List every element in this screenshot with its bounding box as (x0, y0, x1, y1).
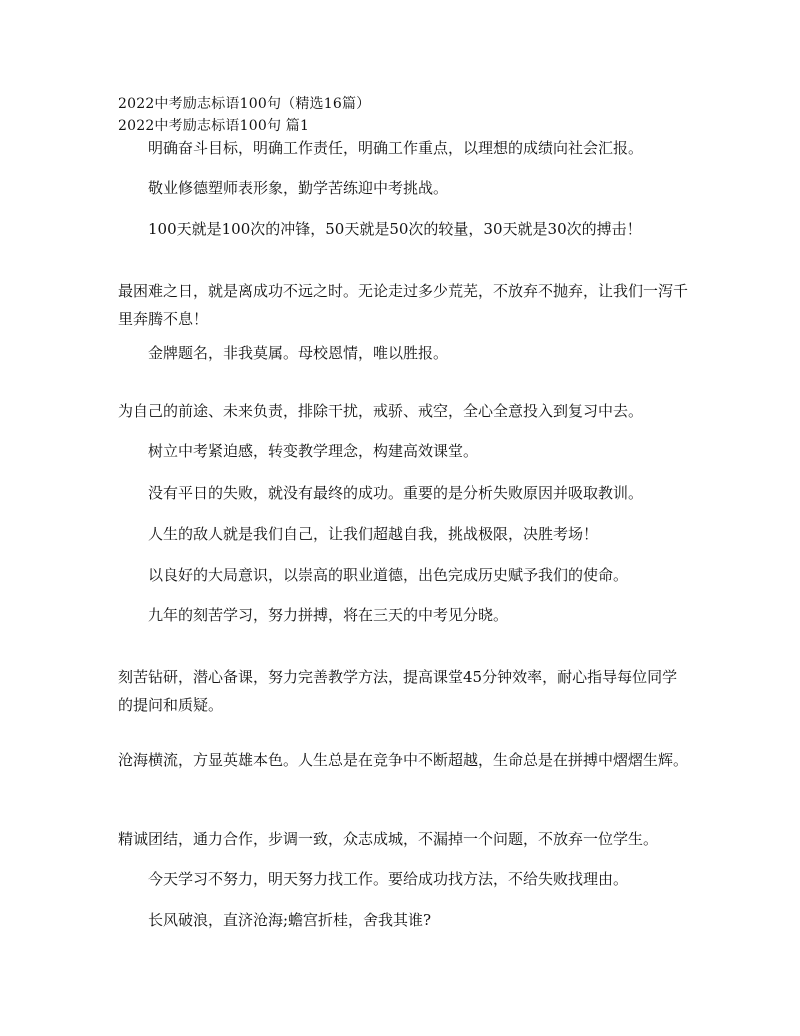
paragraph-5: 金牌题名，非我莫属。母校恩情，唯以胜报。 (148, 344, 449, 362)
paragraph-4: 最困难之日，就是离成功不远之时。无论走过多少荒芜，不放弃不抛弃，让我们一泻千里奔腾不息！ (118, 282, 689, 328)
paragraph-14: 精诚团结，通力合作，步调一致，众志成城，不漏掉一个问题，不放弃一位学生。 (118, 830, 659, 848)
paragraph-10: 以良好的大局意识，以崇高的职业道德，出色完成历史赋予我们的使命。 (148, 566, 629, 584)
paragraph-3: 100天就是100次的冲锋，50天就是50次的较量，30天就是30次的搏击！ (148, 220, 642, 238)
paragraph-11: 九年的刻苦学习，努力拼搏，将在三天的中考见分晓。 (148, 606, 509, 624)
paragraph-8: 没有平日的失败，就没有最终的成功。重要的是分析失败原因并吸取教训。 (148, 484, 644, 502)
paragraph-16: 长风破浪，直济沧海;蟾宫折桂，舍我其谁? (148, 911, 432, 929)
document-title: 2022中考励志标语100句（精选16篇） (118, 96, 371, 112)
paragraph-9: 人生的敌人就是我们自己，让我们超越自我，挑战极限，决胜考场！ (148, 525, 599, 543)
document-subtitle: 2022中考励志标语100句 篇1 (118, 118, 310, 134)
paragraph-12: 刻苦钻研，潜心备课，努力完善教学方法，提高课堂45分钟效率，耐心指导每位同学的提问和质疑。 (118, 668, 678, 714)
paragraph-2: 敬业修德塑师表形象，勤学苦练迎中考挑战。 (148, 179, 449, 197)
paragraph-13: 沧海横流，方显英雄本色。人生总是在竞争中不断超越，生命总是在拼搏中熠熠生辉。 (118, 751, 689, 769)
paragraph-6: 为自己的前途、未来负责，排除干扰，戒骄、戒空，全心全意投入到复习中去。 (118, 402, 644, 420)
paragraph-1: 明确奋斗目标，明确工作责任，明确工作重点，以理想的成绩向社会汇报。 (148, 139, 644, 157)
paragraph-7: 树立中考紧迫感，转变教学理念，构建高效课堂。 (148, 442, 479, 460)
paragraph-15: 今天学习不努力，明天努力找工作。要给成功找方法，不给失败找理由。 (148, 870, 629, 888)
